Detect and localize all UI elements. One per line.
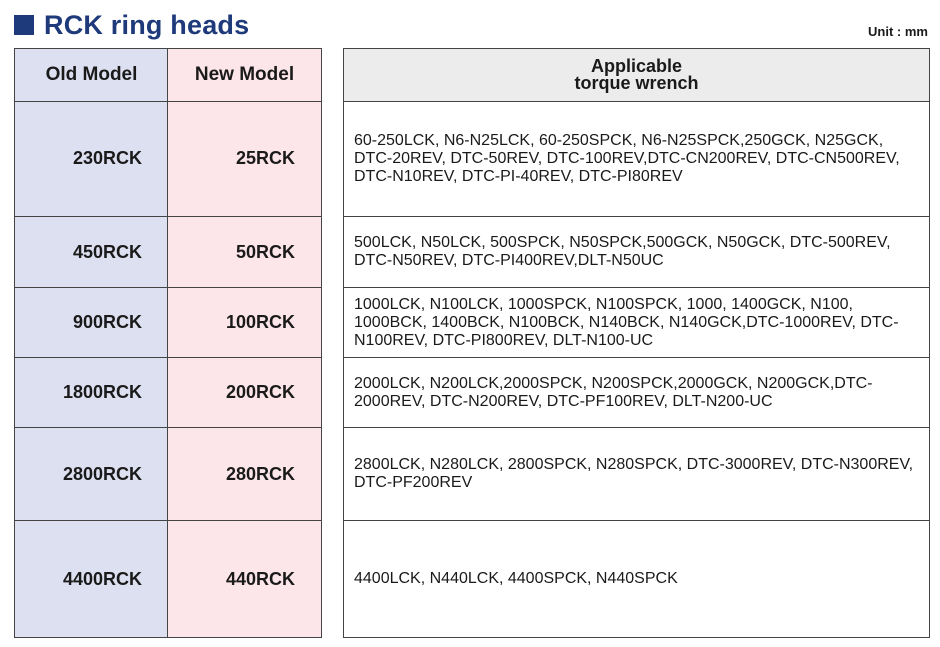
old-model-cell: 900RCK <box>15 288 168 358</box>
wrench-table <box>343 48 930 638</box>
new-model-cell: 100RCK <box>168 288 321 358</box>
wrench-header-line1: Applicable <box>590 56 683 76</box>
title-square-icon <box>14 15 34 35</box>
wrench-header-line2: torque wrench <box>574 73 699 93</box>
wrench-cell <box>344 101 929 217</box>
unit-label: Unit : mm <box>868 24 928 39</box>
wrench-cell <box>344 358 929 428</box>
wrench-column <box>343 48 930 638</box>
old-model-cell: 450RCK <box>15 217 168 288</box>
new-model-header: New Model <box>168 49 321 102</box>
old-model-cell: 1800RCK <box>15 358 168 428</box>
wrench-cell <box>344 217 929 288</box>
wrench-cell-text: 2800LCK, N280LCK, 2800SPCK, N280SPCK, DTC-3000REV, DTC-N300REV, DTC-PF200REV <box>354 456 914 491</box>
old-model-header: Old Model <box>15 49 168 102</box>
wrench-cell-text: 4400LCK, N440LCK, 4400SPCK, N440SPCK <box>354 570 678 587</box>
wrench-cell-text: 1000LCK, N100LCK, 1000SPCK, N100SPCK, 1000, 1400GCK, N100, 1000BCK, 1400BCK, N100BCK, N140BCK, N140GCK,DTC-1000REV, DTC-N100REV, DTC-PI800REV, DLT-N100-UC <box>354 295 899 349</box>
old-model-cell: 4400RCK <box>62 568 142 589</box>
old-model-cell: 2800RCK <box>15 428 168 521</box>
old-model-cell: 230RCK <box>15 101 168 217</box>
title-area <box>14 8 249 42</box>
wrench-cell <box>344 288 929 358</box>
wrench-cell-text: 60-250LCK, N6-N25LCK, 60-250SPCK, N6-N25SPCK,250GCK, N25GCK, DTC-20REV, DTC-50REV, DTC-100REV,DTC-CN200REV, DTC-CN500REV, DTC-N10REV, DTC-PI-40REV, DTC-PI80REV <box>354 131 900 185</box>
new-model-cell: 200RCK <box>168 358 321 428</box>
page-title: RCK ring heads <box>44 9 250 40</box>
wrench-cell <box>344 428 929 521</box>
wrench-cell-text: 2000LCK, N200LCK,2000SPCK, N200SPCK,2000GCK, N200GCK,DTC-2000REV, DTC-N200REV, DTC-PF100REV, DLT-N200-UC <box>354 374 873 410</box>
new-model-column <box>167 48 322 638</box>
new-model-cell: 50RCK <box>168 217 321 288</box>
new-model-cell: 280RCK <box>168 428 321 521</box>
wrench-header <box>344 49 929 102</box>
old-model-column <box>14 48 168 638</box>
wrench-cell-text: 500LCK, N50LCK, 500SPCK, N50SPCK,500GCK, N50GCK, DTC-500REV, DTC-N50REV, DTC-PI400REV,DLT-N50UC <box>354 234 891 269</box>
new-model-cell: 440RCK <box>225 568 295 589</box>
model-table <box>14 48 321 638</box>
new-model-cell: 25RCK <box>168 101 321 217</box>
wrench-cell <box>344 521 929 637</box>
